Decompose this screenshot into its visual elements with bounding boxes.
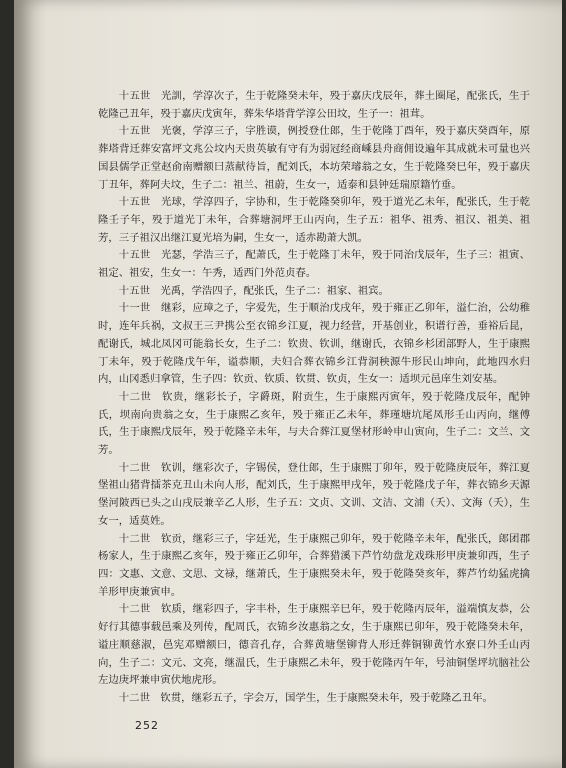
genealogy-text-block: [98, 88, 530, 708]
genealogy-entry: 十二世 钦贯，继彩五子，字会万，国学生，生于康熙癸未年，殁于乾隆乙丑年。: [118, 691, 493, 704]
genealogy-entry: 十二世 钦贵，继彩长子，字爵斑，附贡生，生于康熙丙寅年，殁于乾隆戊辰年，配钟氏，坝南向贵翁之女，生于康熙乙亥年，殁于雍正乙未年，葬瑾塘坑尾凤形壬山丙向，继傅氏，生于康熙戊辰年，殁于乾隆辛未年，与夫合葬江夏堡材形岭申山寅向，生子二：文兰、文芳。: [98, 390, 530, 457]
genealogy-entry: 十一世 继彩，应璋之子，字爱先，生于顺治戊戌年，殁于雍正乙卯年，溢仁治，公幼稚时，连年兵祸，文叔王三尹携公至衣锦乡江夏，视力经营，开基创业，积谱行善，垂裕后昆，配谢氏，城北凤冈可能翁长女，生子二：钦贵、钦训，继谢氏，衣锦乡杉团部野人，生于康熙丁未年，殁于乾隆戊午年，谥恭顺，夫妇合葬衣锦乡江背洞秧源牛形民山坤向，此地四水归内，山冈悉归拿管，生子四：钦贡、钦质、钦贯、钦贞，生女一：适坝元邑庠生刘安基。: [98, 302, 530, 386]
genealogy-entry: 十五世 光瑟，学浩三子，配萧氏，生于乾隆丁未年，殁于同治戊辰年，生子三：祖寅、祖定、祖安，生女一：午秀，适西门外范贞春。: [98, 249, 530, 280]
genealogy-entry: 十五世 光褒，学淳三子，字胜谟，例授登仕郎，生于乾隆丁酉年，殁于嘉庆癸酉年，原葬塔背迁葬安富坪文兆公坟内天贵英敏有守有为弱冠经商嵊县舟商佣设遍年其成就未可量也兴国县儒学正堂赵俞南赠额曰蒸献待旨，配刘氏，本坊荣璿翁之女，生于乾隆癸巳年，殁于嘉庆丁丑年，葬阿夫坟，生子二：祖兰、祖蔚，生女一，适泰和县钟廷瑞原籍竹垂。: [98, 125, 530, 191]
genealogy-entry: 十五世 光禹，学浩四子，配张氏，生子二：祖家、祖宾。: [118, 284, 389, 297]
genealogy-entry: 十二世 钦训，继彩次子，字锡侯，登仕郎，生于康熙丁卯年，殁于乾隆庚辰年，葬江夏堡祖山猪背擂茶克丑山未向人形，配刘氏，生于康熙甲戌年，殁于乾隆戊子年，葬衣锦乡天源堡河陂西已头之山戌辰兼辛乙人形，生子五：文贞、文训、文洁、文浦（夭）、文海（夭），生女一，适莫姓。: [98, 461, 530, 527]
book-page: [14, 0, 562, 768]
genealogy-entry: 十二世 钦贡，继彩三子，字廷光，生于康熙己卯年，殁于乾隆辛未年，配张氏，郎团郡杨家人，生于康熙乙亥年，殁于雍正乙卯年，合葬猎溪下芦竹幼盘龙戏珠形甲庚兼卯西，生子四：文惠、文意、文思、文禄，继萧氏，生于康熙癸未年，殁于乾隆癸亥年，葬芦竹幼猛虎擒羊形甲庚兼寅申。: [98, 532, 530, 598]
genealogy-entry: 十五世 光球，学淳四子，字协和，生于乾隆癸卯年，殁于道光乙未年，配张氏，生于乾隆壬子年，殁于道光丁未年，合葬塘洞坪王山丙向，生子五：祖华、祖秀、祖汉、祖美、祖芳，三子祖汉出继江夏光培为嗣，生女一，适赤勘萧大凯。: [98, 196, 530, 244]
page-number: 252: [135, 719, 159, 732]
genealogy-entry: 十二世 钦质，继彩四子，字丰朴，生于康熙辛巳年，殁于乾隆丙辰年，溢端慎友恭，公好行其德事载邑乘及列传，配周氏，衣锦乡汝惠翁之女，生于康熙已卯年，殁于乾隆癸未年，谥庄顺慈淑，邑宪邓赠额曰，德音孔存，合葬黄塘堡铆背人形迁葬铜铆黄竹水寮口外壬山丙向，生子二：文元、文亮，继温氏，生于康熙乙未年，殁于乾隆丙午年，号油铜堡坪坑脑社公左边庚坪兼申寅伏地虎形。: [98, 603, 530, 687]
genealogy-entry: 十五世 光訓，学淳次子，生于乾隆癸未年，殁于嘉庆戊辰年，葬土圈尾，配张氏，生于乾隆己丑年，殁于嘉庆戊寅年，葬朱华塔背学淳公田坟，生子一：祖茸。: [98, 90, 530, 120]
